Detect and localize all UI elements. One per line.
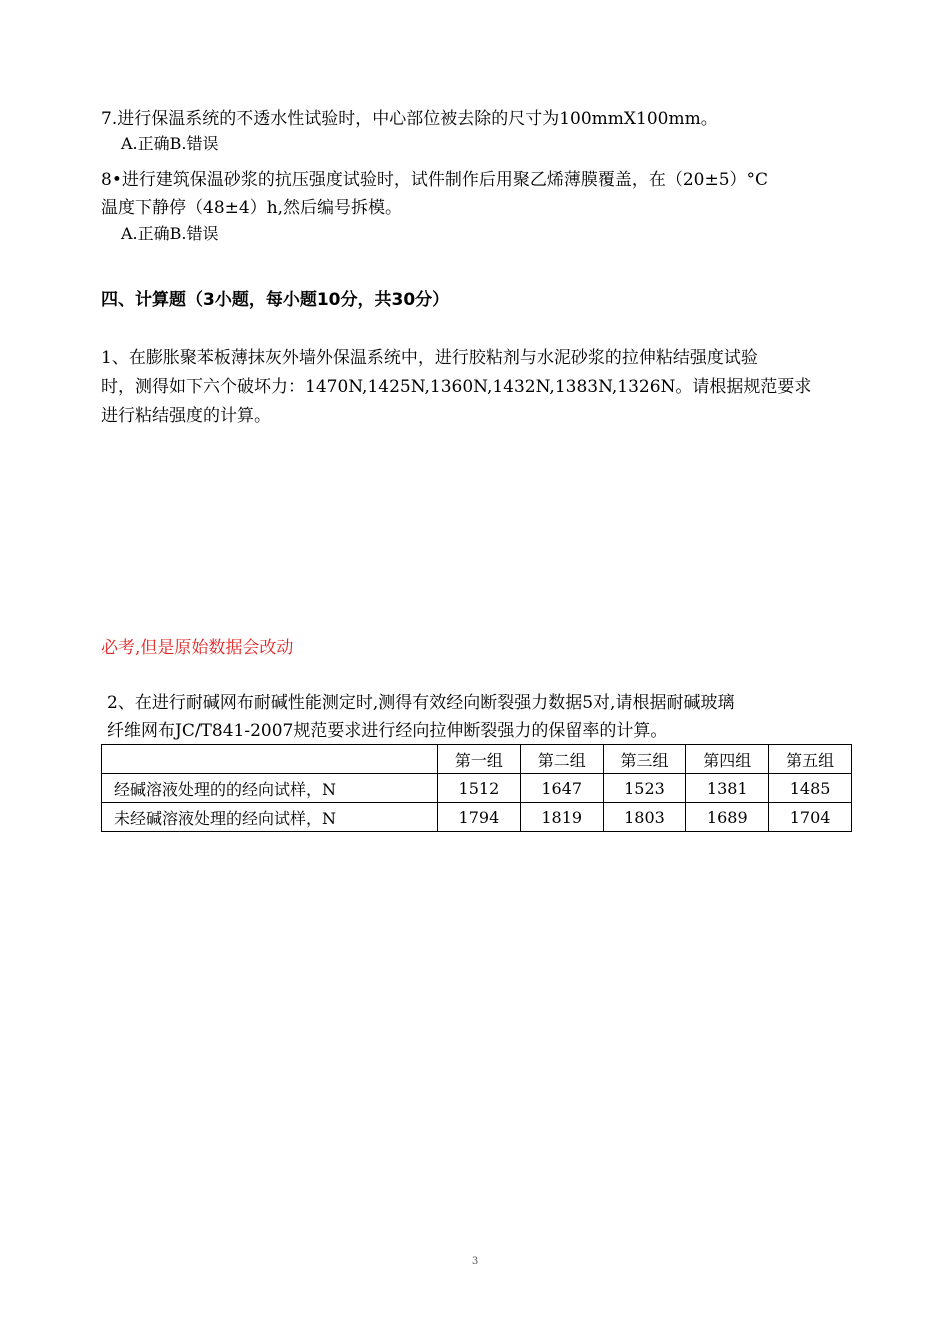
calc-question-1-line-1: 1、在膨胀聚苯板薄抹灰外墙外保温系统中，进行胶粘剂与水泥砂浆的拉伸粘结强度试验 [101, 348, 758, 368]
question-8-line-2: 温度下静停（48±4）h,然后编号拆模。 [101, 198, 403, 218]
table-cell: 1803 [603, 803, 686, 832]
table-cell: 1819 [520, 803, 603, 832]
table-cell: 1689 [686, 803, 769, 832]
calc-question-1-line-2: 时，测得如下六个破坏力：1470N,1425N,1360N,1432N,1383N,1326N。请根据规范要求 [101, 377, 812, 397]
calc-question-2-line-2: 纤维网布JC/T841-2007规范要求进行经向拉伸断裂强力的保留率的计算。 [107, 721, 668, 741]
table-header-group-5: 第五组 [769, 745, 852, 774]
table-row-label: 未经碱溶液处理的经向试样，N [102, 803, 438, 832]
table-cell: 1794 [438, 803, 521, 832]
page-number: 3 [471, 1256, 479, 1267]
question-8-line-1: 8•进行建筑保温砂浆的抗压强度试验时，试件制作后用聚乙烯薄膜覆盖，在（20±5）°C [101, 170, 769, 190]
section-4-heading: 四、计算题（3小题，每小题10分，共30分） [101, 290, 450, 310]
table-cell: 1485 [769, 774, 852, 803]
table-header-corner [102, 745, 438, 774]
table-cell: 1381 [686, 774, 769, 803]
question-7-options: A.正确B.错误 [121, 134, 219, 153]
table-header-group-2: 第二组 [520, 745, 603, 774]
table-header-group-1: 第一组 [438, 745, 521, 774]
table-cell: 1523 [603, 774, 686, 803]
table-header-row [102, 745, 852, 774]
calc-question-2-line-1: 2、在进行耐碱网布耐碱性能测定时,测得有效经向断裂强力数据5对,请根据耐碱玻璃 [107, 693, 735, 713]
table-row-label: 经碱溶液处理的的经向试样，N [102, 774, 438, 803]
table-cell: 1647 [520, 774, 603, 803]
question-7-text: 7.进行保温系统的不透水性试验时，中心部位被去除的尺寸为100mmX100mm。 [101, 109, 718, 129]
table-cell: 1704 [769, 803, 852, 832]
table-header-group-4: 第四组 [686, 745, 769, 774]
tensile-strength-table [101, 744, 852, 832]
table-header-group-3: 第三组 [603, 745, 686, 774]
table-row [102, 803, 852, 832]
question-8-options: A.正确B.错误 [121, 224, 219, 243]
calc-question-1-line-3: 进行粘结强度的计算。 [101, 406, 271, 426]
table-cell: 1512 [438, 774, 521, 803]
exam-note: 必考,但是原始数据会改动 [101, 638, 294, 658]
table-row [102, 774, 852, 803]
